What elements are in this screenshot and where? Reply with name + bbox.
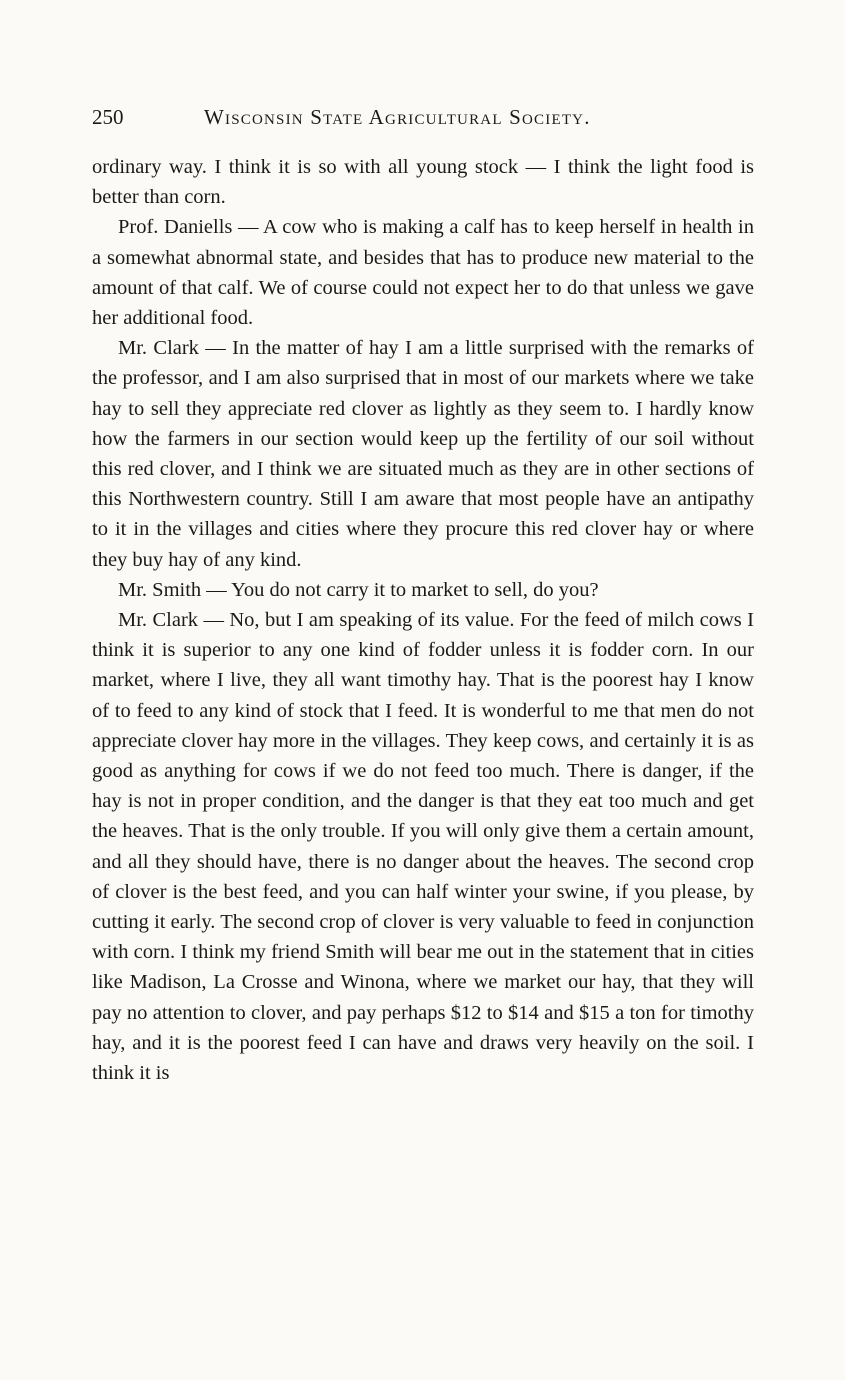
paragraph-prof-daniells: Prof. Daniells — A cow who is making a calf has to keep herself in health in a somewhat abnormal state, and besides that has to produce new material to the amount of that calf. We of course could not expect her to do that unless we gave her additional food.	[92, 216, 754, 330]
journal-title: Wisconsin State Agricultural Society.	[204, 105, 591, 129]
running-head	[92, 100, 754, 134]
paragraph-mr-smith: Mr. Smith — You do not carry it to market to sell, do you?	[118, 578, 599, 601]
paragraph-mr-clark-hay: Mr. Clark — In the matter of hay I am a little surprised with the remarks of the professor, and I am also surprised that in most of our markets where we take hay to sell they appreciate red clover as lightly as they seem to. I hardly know how the farmers in our section would keep up the fertility of our soil without this red clover, and I think we are situated much as they are in other sections of this Northwestern country. Still I am aware that most people have an antipathy to it in the villages and cities where they procure this red clover hay or where they buy hay of any kind.	[92, 337, 754, 571]
paragraph-mr-clark-value: Mr. Clark — No, but I am speaking of its value. For the feed of milch cows I think it is superior to any one kind of fodder unless it is fodder corn. In our market, where I live, they all want timothy hay. That is the poorest hay I know of to feed to any kind of stock that I feed. It is wonderful to me that men do not appreciate clover hay more in the villages. They keep cows, and certainly it is as good as anything for cows if we do not feed too much. There is danger, if the hay is not in proper condition, and the danger is that they eat too much and get the heaves. That is the only trouble. If you will only give them a certain amount, and all they should have, there is no danger about the heaves. The second crop of clover is the best feed, and you can half winter your swine, if you please, by cutting it early. The second crop of clover is very valuable to feed in conjunction with corn. I think my friend Smith will bear me out in the statement that in cities like Madison, La Crosse and Winona, where we market our hay, that they will pay no attention to clover, and pay perhaps $12 to $14 and $15 a ton for timothy hay, and it is the poorest feed I can have and draws very heavily on the soil. I think it is	[92, 609, 754, 1085]
body-text	[92, 152, 754, 1088]
paragraph-continuation: ordinary way. I think it is so with all young stock — I think the light food is better than corn.	[92, 156, 754, 209]
document-page	[92, 100, 754, 1088]
page-number: 250	[92, 105, 124, 129]
